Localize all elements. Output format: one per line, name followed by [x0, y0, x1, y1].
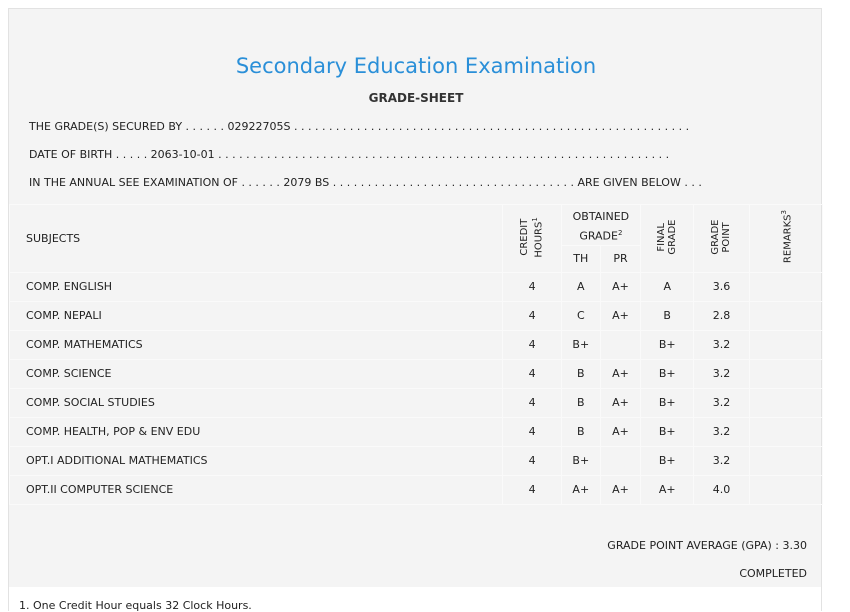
subject-name: COMP. SOCIAL STUDIES	[10, 388, 503, 417]
grade-pr: A+	[600, 388, 640, 417]
final-grade: B	[641, 301, 694, 330]
final-grade: B+	[641, 388, 694, 417]
grade-th: A+	[561, 475, 600, 504]
grade-th: C	[561, 301, 600, 330]
final-grade: B+	[641, 330, 694, 359]
subject-name: COMP. HEALTH, POP & ENV EDU	[10, 417, 503, 446]
info-secured-by: THE GRADE(S) SECURED BY . . . . . . 02922705S . . . . . . . . . . . . . . . . . . . . . . . . . . . . . . . . . . . . . . . . . . . . . . . . . . . . . . . . .	[29, 120, 690, 133]
grade-pr	[600, 330, 640, 359]
table-row	[10, 475, 823, 504]
header-remarks: REMARKS$^3$	[749, 205, 822, 273]
grade-pr: A+	[600, 417, 640, 446]
footnote: 1. One Credit Hour equals 32 Clock Hours.	[19, 599, 252, 612]
grade-th: B	[561, 417, 600, 446]
header-th: TH	[561, 245, 600, 272]
page-title: Secondary Education Examination	[235, 54, 597, 78]
subject-name: COMP. MATHEMATICS	[10, 330, 503, 359]
remarks	[749, 417, 822, 446]
header-obtained-grade: OBTAINED GRADE$^2$	[561, 205, 640, 246]
grade-th: B	[561, 388, 600, 417]
gpa-summary: GRADE POINT AVERAGE (GPA) : 3.30	[607, 539, 807, 552]
final-grade: B+	[641, 417, 694, 446]
remarks	[749, 272, 822, 301]
credit-hours: 4	[503, 417, 561, 446]
grade-pr: A+	[600, 301, 640, 330]
subject-name: COMP. ENGLISH	[10, 272, 503, 301]
final-grade: B+	[641, 446, 694, 475]
final-grade: B+	[641, 359, 694, 388]
header-final-grade: FINAL GRADE	[641, 205, 694, 273]
table-row	[10, 272, 823, 301]
final-grade: A	[641, 272, 694, 301]
remarks	[749, 446, 822, 475]
grade-pr	[600, 446, 640, 475]
grade-point: 4.0	[694, 475, 749, 504]
header-credit-hours: CREDIT HOURS$^1$	[503, 205, 561, 273]
final-grade: A+	[641, 475, 694, 504]
grade-point: 3.2	[694, 417, 749, 446]
header-grade-point: GRADE POINT	[694, 205, 749, 273]
table-row	[10, 446, 823, 475]
credit-hours: 4	[503, 330, 561, 359]
grade-pr: A+	[600, 475, 640, 504]
header-subjects: SUBJECTS	[10, 205, 503, 273]
subject-name: COMP. SCIENCE	[10, 359, 503, 388]
remarks	[749, 359, 822, 388]
grade-th: B	[561, 359, 600, 388]
grade-th: B+	[561, 330, 600, 359]
header-pr: PR	[600, 245, 640, 272]
subject-name: OPT.I ADDITIONAL MATHEMATICS	[10, 446, 503, 475]
grade-table	[9, 204, 823, 505]
grade-point: 3.2	[694, 330, 749, 359]
grade-point: 3.2	[694, 388, 749, 417]
table-row	[10, 417, 823, 446]
table-row	[10, 330, 823, 359]
grade-point: 2.8	[694, 301, 749, 330]
table-row	[10, 388, 823, 417]
credit-hours: 4	[503, 475, 561, 504]
grade-table-wrapper	[9, 204, 823, 505]
subject-name: OPT.II COMPUTER SCIENCE	[10, 475, 503, 504]
page-subtitle: GRADE-SHEET	[368, 91, 464, 105]
grade-th: A	[561, 272, 600, 301]
credit-hours: 4	[503, 272, 561, 301]
remarks	[749, 301, 822, 330]
credit-hours: 4	[503, 446, 561, 475]
grade-point: 3.6	[694, 272, 749, 301]
info-examination: IN THE ANNUAL SEE EXAMINATION OF . . . . . . 2079 BS . . . . . . . . . . . . . . . . . . . . . . . . . . . . . . . . . . . ARE GIVEN BELOW . . .	[29, 176, 702, 189]
subject-name: COMP. NEPALI	[10, 301, 503, 330]
table-row	[10, 359, 823, 388]
remarks	[749, 330, 822, 359]
remarks	[749, 388, 822, 417]
grade-th: B+	[561, 446, 600, 475]
grade-pr: A+	[600, 359, 640, 388]
table-row	[10, 301, 823, 330]
remarks	[749, 475, 822, 504]
grade-sheet-panel	[8, 8, 822, 611]
grade-point: 3.2	[694, 359, 749, 388]
credit-hours: 4	[503, 359, 561, 388]
grade-pr: A+	[600, 272, 640, 301]
grade-point: 3.2	[694, 446, 749, 475]
status-text: COMPLETED	[739, 567, 807, 580]
info-date-of-birth: DATE OF BIRTH . . . . . 2063-10-01 . . . . . . . . . . . . . . . . . . . . . . . . . . . . . . . . . . . . . . . . . . . . . . . . . . . . . . . . . . . . . . . . .	[29, 148, 670, 161]
credit-hours: 4	[503, 301, 561, 330]
credit-hours: 4	[503, 388, 561, 417]
